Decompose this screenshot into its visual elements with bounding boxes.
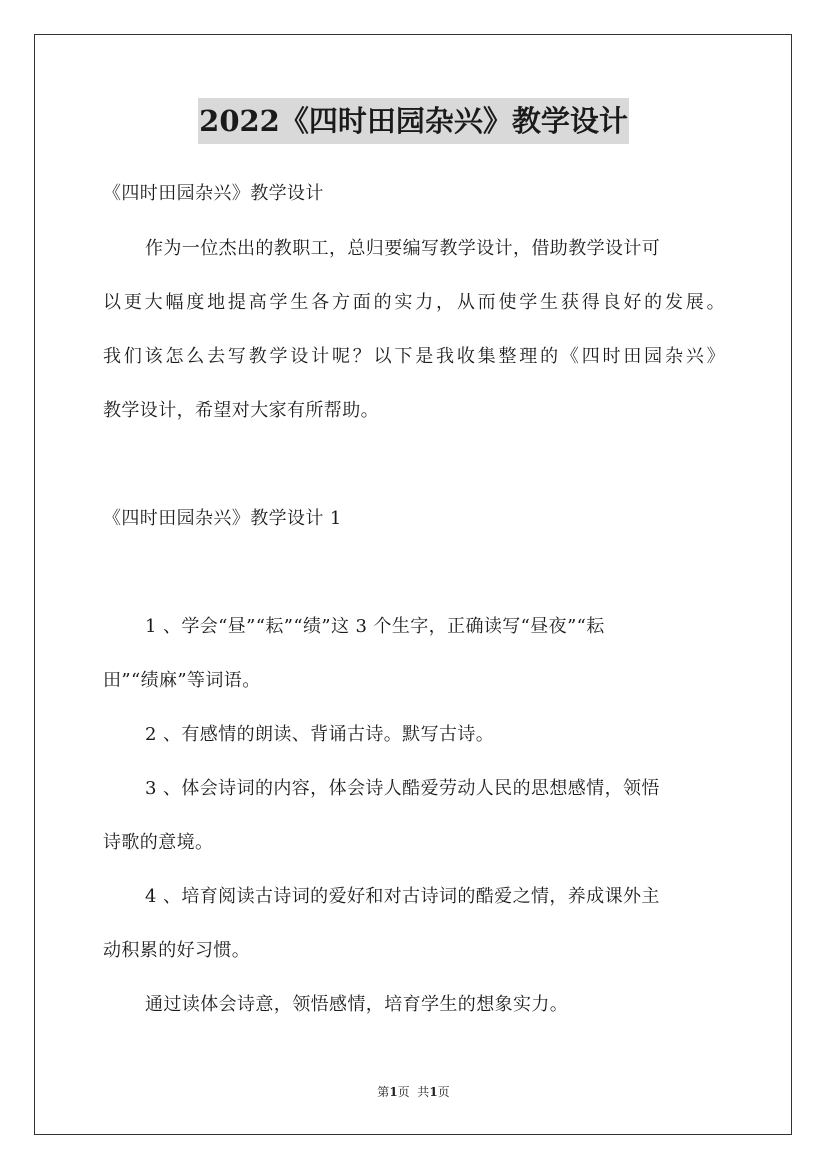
footer-page-prefix: 第 bbox=[377, 1085, 390, 1099]
footer-page-mid: 页 共 bbox=[397, 1085, 430, 1099]
goal-4-line-1: 4 、培育阅读古诗词的爱好和对古诗词的酷爱之情，养成课外主 bbox=[145, 886, 660, 907]
footer-page-suffix: 页 bbox=[437, 1085, 450, 1099]
section-heading: 《四时田园杂兴》教学设计 1 bbox=[103, 508, 342, 529]
closing-paragraph: 通过读体会诗意，领悟感情，培育学生的想象实力。 bbox=[145, 994, 569, 1015]
intro-line-2: 以更大幅度地提高学生各方面的实力，从而使学生获得良好的发展。 bbox=[103, 292, 725, 313]
title-container bbox=[0, 98, 827, 144]
intro-line-1: 作为一位杰出的教职工，总归要编写教学设计，借助教学设计可 bbox=[145, 238, 661, 259]
document-title: 2022《四时田园杂兴》教学设计 bbox=[198, 98, 629, 144]
footer-page-total: 1 bbox=[429, 1085, 438, 1099]
page-footer bbox=[0, 1083, 827, 1101]
footer-page-current: 1 bbox=[389, 1085, 398, 1099]
document-subtitle: 《四时田园杂兴》教学设计 bbox=[103, 183, 324, 204]
intro-line-3: 我们该怎么去写教学设计呢？以下是我收集整理的《四时田园杂兴》 bbox=[103, 346, 725, 367]
goal-1-line-2: 田”“绩麻”等词语。 bbox=[103, 670, 261, 691]
intro-line-4: 教学设计，希望对大家有所帮助。 bbox=[103, 400, 379, 421]
goal-3-line-1: 3 、体会诗词的内容，体会诗人酷爱劳动人民的思想感情，领悟 bbox=[145, 778, 660, 799]
goal-2-line-1: 2 、有感情的朗读、背诵古诗。默写古诗。 bbox=[145, 724, 495, 745]
goal-4-line-2: 动积累的好习惯。 bbox=[103, 940, 251, 961]
goal-3-line-2: 诗歌的意境。 bbox=[103, 832, 214, 853]
goal-1-line-1: 1 、学会“昼”“耘”“绩”这 3 个生字，正确读写“昼夜”“耘 bbox=[145, 616, 605, 637]
